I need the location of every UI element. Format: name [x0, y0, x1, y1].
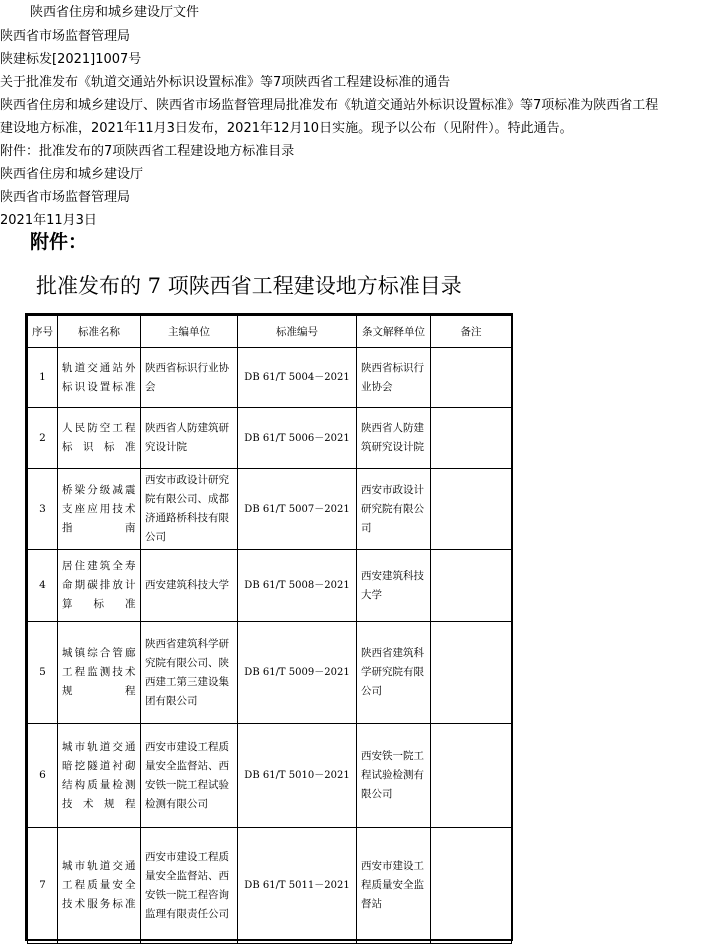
- row-index: 1: [28, 348, 58, 408]
- row-standard-code: DB 61/T 5006－2021: [238, 408, 357, 469]
- row-standard-name: 城镇综合管廊工程监测技术规程: [58, 622, 141, 724]
- table-row: [28, 550, 512, 622]
- table-row: [28, 828, 512, 944]
- row-index: 4: [28, 550, 58, 622]
- signatory-housing-dept: 陕西省住房和城乡建设厅: [0, 167, 144, 182]
- table-header-row: [28, 316, 512, 348]
- row-standard-code: DB 61/T 5010－2021: [238, 724, 357, 828]
- row-standard-code: DB 61/T 5007－2021: [238, 469, 357, 550]
- signatory-market-bureau: 陕西省市场监督管理局: [0, 190, 131, 205]
- row-index: 5: [28, 622, 58, 724]
- row-chief-editor-unit: 西安市政设计研究院有限公司、成都济通路桥科技有限公司: [141, 469, 238, 550]
- row-index: 6: [28, 724, 58, 828]
- table-row: [28, 408, 512, 469]
- row-chief-editor-unit: 西安市建设工程质量安全监督站、西安铁一院工程试验检测有限公司: [141, 724, 238, 828]
- row-chief-editor-unit: 西安市建设工程质量安全监督站、西安铁一院工程咨询监理有限责任公司: [141, 828, 238, 944]
- row-chief-editor-unit: 西安建筑科技大学: [141, 550, 238, 622]
- row-interpretation-unit: 陕西省建筑科学研究院有限公司: [357, 622, 431, 724]
- row-remarks: [431, 550, 512, 622]
- row-interpretation-unit: 西安市政设计研究院有限公司: [357, 469, 431, 550]
- row-standard-name: 居住建筑全寿命期碳排放计算标准: [58, 550, 141, 622]
- standards-table-frame: [25, 313, 513, 941]
- row-standard-name: 人民防空工程标识标准: [58, 408, 141, 469]
- row-interpretation-unit: 陕西省人防建筑研究设计院: [357, 408, 431, 469]
- row-standard-code: DB 61/T 5004－2021: [238, 348, 357, 408]
- header-index: 序号: [28, 316, 58, 348]
- row-remarks: [431, 724, 512, 828]
- header-chief-editor-unit: 主编单位: [141, 316, 238, 348]
- row-chief-editor-unit: 陕西省人防建筑研究设计院: [141, 408, 238, 469]
- issue-date: 2021年11月3日: [0, 213, 97, 228]
- row-standard-name: 城市轨道交通暗挖隧道衬砌结构质量检测技术规程: [58, 724, 141, 828]
- attachment-label: 附件：: [30, 231, 88, 253]
- document-number: 陕建标发[2021]1007号: [0, 52, 142, 67]
- row-index: 3: [28, 469, 58, 550]
- table-row: [28, 724, 512, 828]
- row-standard-name: 桥梁分级减震支座应用技术指南: [58, 469, 141, 550]
- row-remarks: [431, 622, 512, 724]
- row-remarks: [431, 408, 512, 469]
- row-standard-name: 轨道交通站外标识设置标准: [58, 348, 141, 408]
- row-chief-editor-unit: 陕西省建筑科学研究院有限公司、陕西建工第三建设集团有限公司: [141, 622, 238, 724]
- row-standard-code: DB 61/T 5009－2021: [238, 622, 357, 724]
- header-remarks: 备注: [431, 316, 512, 348]
- header-standard-name: 标准名称: [58, 316, 141, 348]
- notice-title: 关于批准发布《轨道交通站外标识设置标准》等7项陕西省工程建设标准的通告: [0, 75, 451, 90]
- header-interpretation-unit: 条文解释单位: [357, 316, 431, 348]
- table-row: [28, 348, 512, 408]
- row-standard-name: 城市轨道交通工程质量安全技术服务标准: [58, 828, 141, 944]
- table-row: [28, 622, 512, 724]
- header-standard-code: 标准编号: [238, 316, 357, 348]
- table-row: [28, 469, 512, 550]
- standards-table: [27, 315, 512, 944]
- attachment-reference: 附件：批准发布的7项陕西省工程建设地方标准目录: [0, 144, 295, 159]
- row-chief-editor-unit: 陕西省标识行业协会: [141, 348, 238, 408]
- co-issuer-line: 陕西省市场监督管理局: [0, 29, 131, 44]
- row-remarks: [431, 828, 512, 944]
- issuer-doc-heading: 陕西省住房和城乡建设厅文件: [30, 5, 200, 20]
- row-interpretation-unit: 西安市建设工程质量安全监督站: [357, 828, 431, 944]
- body-paragraph-line-2: 建设地方标准，2021年11月3日发布，2021年12月10日实施。现予以公布（见附件）。特此通告。: [0, 121, 573, 136]
- row-remarks: [431, 348, 512, 408]
- row-standard-code: DB 61/T 5011－2021: [238, 828, 357, 944]
- row-index: 7: [28, 828, 58, 944]
- row-standard-code: DB 61/T 5008－2021: [238, 550, 357, 622]
- row-interpretation-unit: 陕西省标识行业协会: [357, 348, 431, 408]
- row-interpretation-unit: 西安铁一院工程试验检测有限公司: [357, 724, 431, 828]
- body-paragraph-line-1: 陕西省住房和城乡建设厅、陕西省市场监督管理局批准发布《轨道交通站外标识设置标准》等7项标准为陕西省工程: [0, 98, 659, 113]
- row-index: 2: [28, 408, 58, 469]
- row-remarks: [431, 469, 512, 550]
- standards-list-title: 批准发布的 7 项陕西省工程建设地方标准目录: [36, 274, 462, 298]
- row-interpretation-unit: 西安建筑科技大学: [357, 550, 431, 622]
